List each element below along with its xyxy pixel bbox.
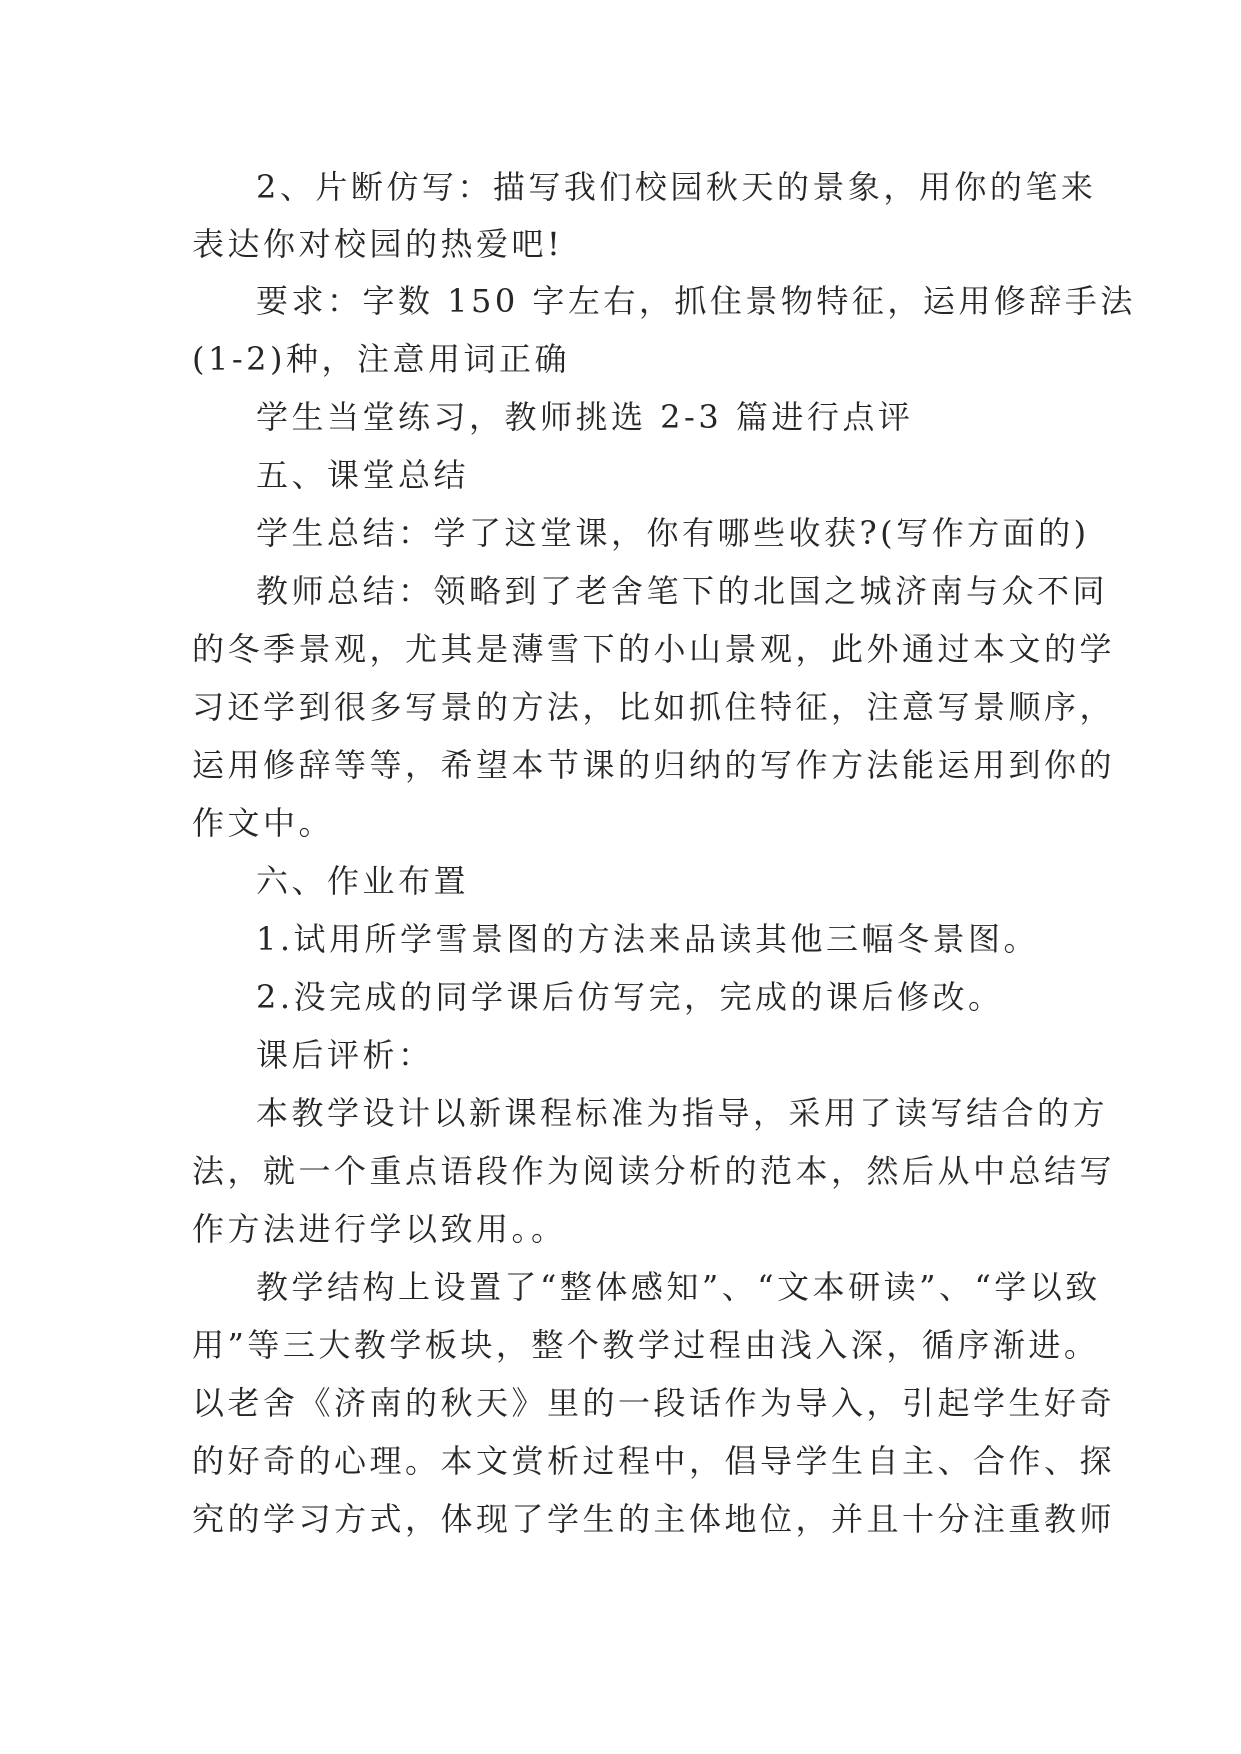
text-line: 的冬季景观，尤其是薄雪下的小山景观，此外通过本文的学 (192, 630, 1116, 668)
text-line: (1-2)种，注意用词正确 (192, 340, 571, 378)
text-line: 表达你对校园的热爱吧! (192, 225, 564, 263)
section-heading: 课后评析： (256, 1036, 434, 1074)
section-heading: 六、作业布置 (256, 862, 470, 900)
text-line: 用”等三大教学板块，整个教学过程由浅入深，循序渐进。 (192, 1326, 1100, 1364)
text-line: 2、片断仿写：描写我们校园秋天的景象，用你的笔来 (256, 168, 1097, 206)
text-line: 2.没完成的同学课后仿写完，完成的课后修改。 (256, 978, 1004, 1016)
text-line: 本教学设计以新课程标准为指导，采用了读写结合的方 (256, 1094, 1109, 1132)
text-line: 作文中。 (192, 804, 335, 842)
text-line: 作方法进行学以致用。。 (192, 1210, 567, 1248)
section-heading: 五、课堂总结 (256, 456, 470, 494)
text-line: 习还学到很多写景的方法，比如抓住特征，注意写景顺序， (192, 688, 1116, 726)
text-line: 学生总结：学了这堂课，你有哪些收获?(写作方面的) (256, 514, 1090, 552)
text-line: 教学结构上设置了“整体感知”、“文本研读”、“学以致 (256, 1268, 1101, 1306)
text-line: 究的学习方式，体现了学生的主体地位，并且十分注重教师 (192, 1500, 1116, 1538)
text-line: 运用修辞等等，希望本节课的归纳的写作方法能运用到你的 (192, 746, 1116, 784)
text-line: 1.试用所学雪景图的方法来品读其他三幅冬景图。 (256, 920, 1040, 958)
text-line: 法，就一个重点语段作为阅读分析的范本，然后从中总结写 (192, 1152, 1116, 1190)
text-line: 要求：字数 150 字左右，抓住景物特征，运用修辞手法 (256, 282, 1136, 320)
text-line: 学生当堂练习，教师挑选 2-3 篇进行点评 (256, 398, 914, 436)
text-line: 以老舍《济南的秋天》里的一段话作为导入，引起学生好奇 (192, 1384, 1116, 1422)
text-line: 教师总结：领略到了老舍笔下的北国之城济南与众不同 (256, 572, 1109, 610)
text-line: 的好奇的心理。本文赏析过程中，倡导学生自主、合作、探 (192, 1442, 1116, 1480)
